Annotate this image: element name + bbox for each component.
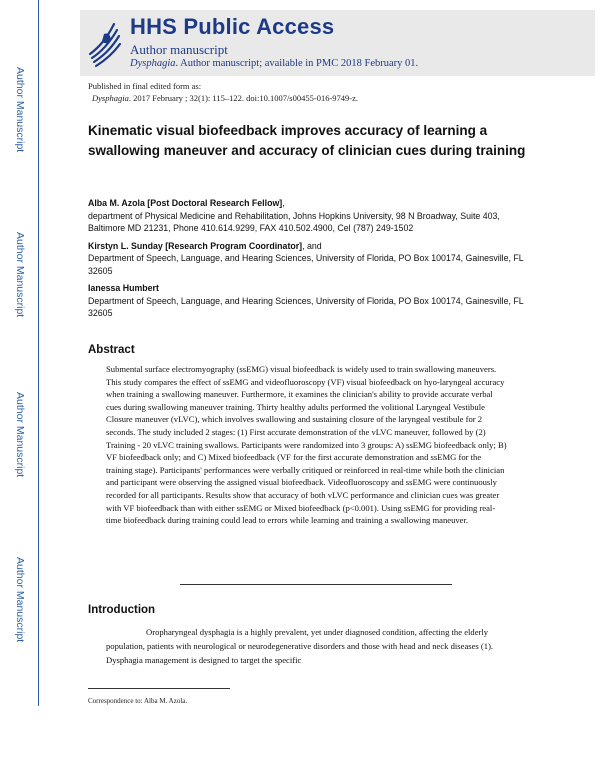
author-name: Ianessa Humbert — [88, 283, 159, 293]
hhs-journal-line — [130, 58, 418, 69]
author-block — [88, 282, 528, 320]
author-suffix: , and — [302, 240, 322, 251]
side-label-2: Author Manuscript — [14, 232, 26, 318]
section-divider — [180, 584, 452, 585]
pub-journal: Dysphagia — [92, 93, 129, 103]
author-name: Alba M. Azola [Post Doctoral Research Fellow] — [88, 198, 283, 208]
side-label-1: Author Manuscript — [14, 67, 26, 153]
author-list — [88, 197, 528, 325]
pub-line: Published in final edited form as: — [88, 81, 202, 91]
author-block — [88, 197, 528, 235]
author-affiliation: Department of Speech, Language, and Hearing Sciences, University of Florida, PO Box 100174, Gainesville, FL 32605 — [88, 295, 524, 318]
author-suffix: , — [282, 198, 285, 208]
hhs-eagle-logo-icon — [84, 14, 124, 70]
pub-citation — [88, 92, 358, 104]
author-name: Kirstyn L. Sunday [Research Program Coordinator] — [88, 240, 303, 251]
author-affiliation: department of Physical Medicine and Rehabilitation, Johns Hopkins University, 98 N Broadway, Suite 403, Baltimore MD 21231, Phone 410.614.9299, FAX 410.502.4900, Cel (787) 249-1502 — [88, 210, 500, 233]
journal-name: Dysphagia — [130, 58, 176, 69]
pub-citation-details: . 2017 February ; 32(1): 115–122. doi:10.1007/s00455-016-9749-z. — [128, 93, 359, 103]
abstract-text: Submental surface electromyography (ssEMG) visual biofeedback is widely used to train swallowing maneuvers. This study compares the effect of ssEMG and videofluoroscopy (VF) visual biofeedback on hyo-laryngeal accuracy when training a swallowing maneuver. Furthermore, it examines the clinician's ability to provide accurate verbal cues during swallowing maneuver training. Thirty healthy adults performed the volitional Laryngeal Vestibule Closure maneuver (vLVC), which involves swallowing and sustaining closure of the laryngeal vestibule for 2 seconds. The study included 2 stages: (1) First accurate demonstration of the vLVC maneuver, followed by (2) Training - 20 vLVC training swallows. Participants were randomized into 3 groups: A) ssEMG biofeedback only; B) VF biofeedback only; and C) Mixed biofeedback (VF for the first accurate demonstration and ssEMG for the training stage). Participants' performances were verbally critiqued or reinforced in real-time while both the clinician and participant were observing the assigned visual biofeedback. Videofluoroscopy and ssEMG were continuously recorded for all participants. Results show that accuracy of both vLVC performance and clinician cues was greater with VF biofeedback than with either ssEMG or Mixed biofeedback (p<0.001). Using ssEMG for providing real-time biofeedback during training could lead to errors while learning and training a swallowing maneuver. — [106, 364, 507, 526]
introduction-heading: Introduction — [88, 604, 156, 616]
footnote-correspondence: Correspondence to: Alba M. Azola. — [88, 697, 188, 705]
paper-title: Kinematic visual biofeedback improves accuracy of learning a swallowing maneuver and accuracy of clinician cues during training — [88, 123, 526, 158]
side-label-4: Author Manuscript — [14, 557, 26, 643]
hhs-subtitle: Author manuscript — [130, 42, 228, 57]
author-affiliation: Department of Speech, Language, and Hearing Sciences, University of Florida, PO Box 100174, Gainesville, FL 32605 — [88, 253, 524, 276]
hhs-title: HHS Public Access — [130, 14, 335, 39]
publication-info — [88, 80, 358, 104]
footnote-rule — [88, 688, 230, 689]
author-block — [88, 240, 528, 278]
journal-availability: . Author manuscript; available in PMC 2018 February 01. — [175, 58, 419, 69]
side-label-3: Author Manuscript — [14, 392, 26, 478]
introduction-text: Oropharyngeal dysphagia is a highly prevalent, yet under diagnosed condition, affecting the elderly population, patients with neurological or neurodegenerative disorders and those with head and neck diseases (1). Dysphagia management is designed to target the specific — [106, 627, 494, 665]
abstract-heading: Abstract — [88, 344, 135, 356]
side-rule — [38, 0, 39, 706]
